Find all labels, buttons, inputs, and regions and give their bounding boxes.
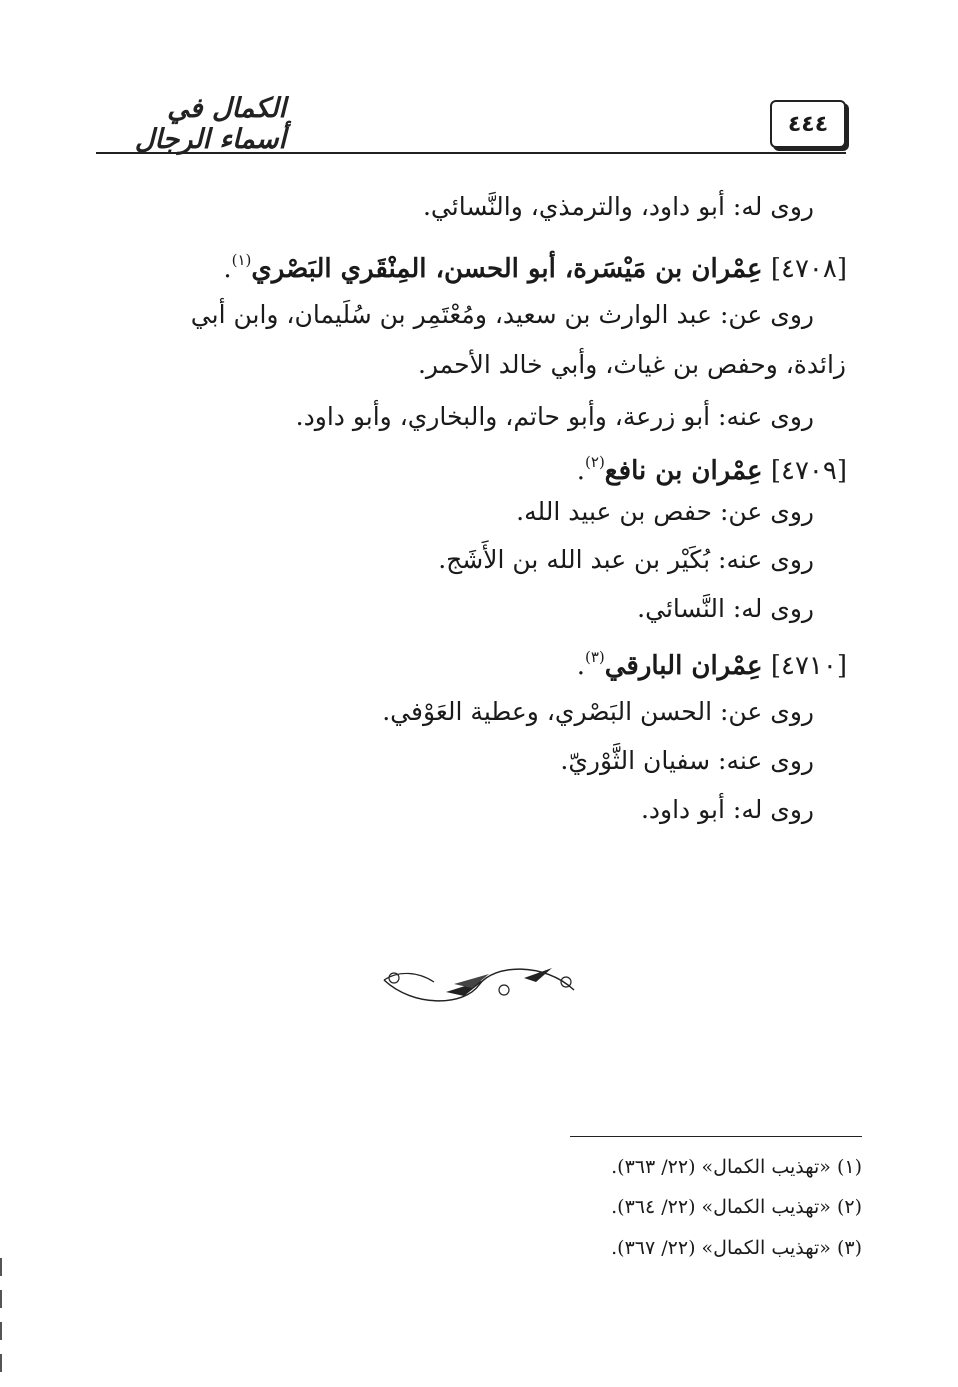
text-line: روى له: أبو داود، والترمذي، والنَّسائي. xyxy=(422,192,814,221)
entry-4710-heading xyxy=(577,635,847,688)
entry-number: [٤٧٠٨] xyxy=(770,254,847,284)
text-line: روى له: النَّسائي. xyxy=(637,594,814,623)
footnote-ref: (٣) xyxy=(584,648,605,666)
page-number-text: ٤٤٤ xyxy=(787,111,829,137)
text-line: روى عنه: سفيان الثَّوْريّ. xyxy=(560,746,814,775)
footnote-3: (٣) «تهذيب الكمال» (٢٢/ ٣٦٧). xyxy=(611,1237,862,1259)
header-rule xyxy=(96,152,846,154)
footnote-separator xyxy=(570,1136,862,1137)
page-number xyxy=(770,100,846,148)
entry-name: عِمْران بن مَيْسَرة، أبو الحسن، المِنْقَري البَصْري xyxy=(251,254,763,284)
entry-number: [٤٧٠٩] xyxy=(770,456,847,486)
scan-edge-mark xyxy=(0,1354,2,1372)
entry-name: عِمْران بن نافع xyxy=(604,456,763,486)
entry-name: عِمْران البارقي xyxy=(604,651,763,681)
scan-edge-mark xyxy=(0,1290,2,1308)
text-line: روى عنه: أبو زرعة، وأبو حاتم، والبخاري، وأبو داود. xyxy=(295,402,814,431)
footnote-ref: (٢) xyxy=(585,453,605,471)
ornament-divider xyxy=(374,960,584,1010)
scan-edge-mark xyxy=(0,1258,2,1276)
entry-end: . xyxy=(576,456,586,486)
text-line: روى عنه: بُكَيْر بن عبد الله بن الأَشَج. xyxy=(438,545,814,574)
scan-edge-mark xyxy=(0,1322,2,1340)
text-line: روى له: أبو داود. xyxy=(640,795,814,824)
entry-end: . xyxy=(576,651,585,681)
entry-end: . xyxy=(223,254,232,284)
text-line: زائدة، وحفص بن غياث، وأبي خالد الأحمر. xyxy=(417,350,846,379)
entry-number: [٤٧١٠] xyxy=(770,651,847,681)
text-line: روى عن: عبد الوارث بن سعيد، ومُعْتَمِر بن سُلَيمان، وابن أبي xyxy=(190,300,814,329)
text-line: روى عن: الحسن البَصْري، وعطية العَوْفي. xyxy=(382,697,814,726)
entry-4709-heading xyxy=(577,440,847,493)
text-line: روى عن: حفص بن عبيد الله. xyxy=(516,497,814,526)
footnote-2: (٢) «تهذيب الكمال» (٢٢/ ٣٦٤). xyxy=(611,1196,862,1218)
running-title: الكمال في أسماء الرجال xyxy=(134,93,286,155)
entry-4708-heading xyxy=(223,238,847,291)
footnote-1: (١) «تهذيب الكمال» (٢٢/ ٣٦٣). xyxy=(611,1156,862,1178)
footnote-ref: (١) xyxy=(231,251,252,269)
